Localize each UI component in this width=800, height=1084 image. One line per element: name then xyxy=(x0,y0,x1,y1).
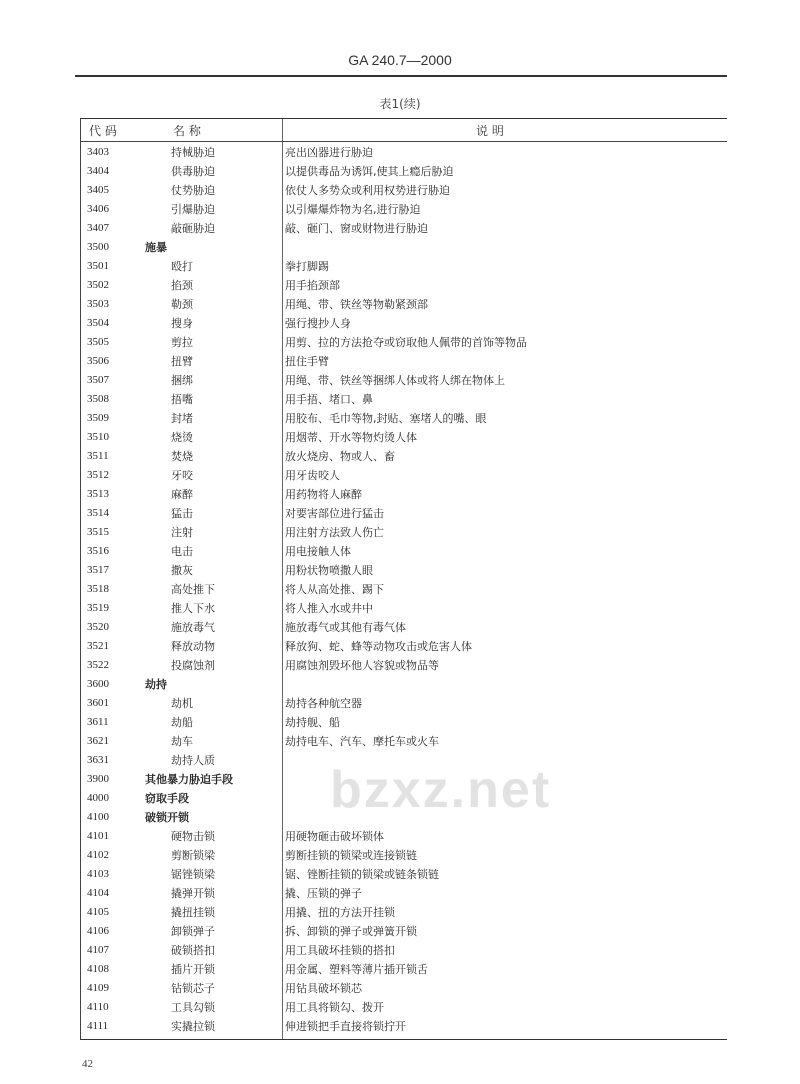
row-name: 钻锁芯子 xyxy=(171,982,215,995)
row-description: 用胶布、毛巾等物,封贴、塞堵人的嘴、眼 xyxy=(285,412,487,425)
table-row xyxy=(81,466,727,485)
row-name: 勒颈 xyxy=(171,298,193,311)
row-description: 扭住手臂 xyxy=(285,355,329,368)
row-name: 劫持 xyxy=(145,678,167,691)
row-code: 3600 xyxy=(87,678,109,690)
row-code: 3506 xyxy=(87,355,109,367)
row-description: 用电接触人体 xyxy=(285,545,351,558)
row-description: 用金属、塑料等薄片插开锁舌 xyxy=(285,963,428,976)
row-code: 3611 xyxy=(87,716,109,728)
table-row xyxy=(81,447,727,466)
row-code: 3501 xyxy=(87,260,109,272)
table-row xyxy=(81,846,727,865)
row-name: 施放毒气 xyxy=(171,621,215,634)
row-name: 封堵 xyxy=(171,412,193,425)
table-row xyxy=(81,390,727,409)
table-row xyxy=(81,181,727,200)
row-code: 4100 xyxy=(87,811,109,823)
row-description: 撬、压锁的弹子 xyxy=(285,887,362,900)
row-code: 3510 xyxy=(87,431,109,443)
row-code: 3513 xyxy=(87,488,109,500)
table-row xyxy=(81,827,727,846)
row-description: 用手捂、堵口、鼻 xyxy=(285,393,373,406)
row-name: 电击 xyxy=(171,545,193,558)
row-description: 拳打脚踢 xyxy=(285,260,329,273)
row-description: 用剪、拉的方法抢夺或窃取他人佩带的首饰等物品 xyxy=(285,336,527,349)
row-description: 劫持舰、船 xyxy=(285,716,340,729)
row-code: 3518 xyxy=(87,583,109,595)
row-name: 剪拉 xyxy=(171,336,193,349)
row-description: 剪断挂锁的锁梁或连接锁链 xyxy=(285,849,417,862)
row-name: 撒灰 xyxy=(171,564,193,577)
row-description: 用工具破坏挂锁的搭扣 xyxy=(285,944,395,957)
row-code: 3520 xyxy=(87,621,109,633)
row-name: 硬物击锁 xyxy=(171,830,215,843)
row-code: 3509 xyxy=(87,412,109,424)
row-description: 用钻具破坏锁芯 xyxy=(285,982,362,995)
table-caption: 表1(续) xyxy=(379,97,421,111)
row-description: 劫持电车、汽车、摩托车或火车 xyxy=(285,735,439,748)
table-row xyxy=(81,903,727,922)
row-description: 用药物将人麻醉 xyxy=(285,488,362,501)
row-description: 用腐蚀剂毁坏他人容貌或物品等 xyxy=(285,659,439,672)
table-row xyxy=(81,713,727,732)
row-description: 用撬、扭的方法开挂锁 xyxy=(285,906,395,919)
row-code: 3516 xyxy=(87,545,109,557)
row-description: 放火烧房、物或人、畜 xyxy=(285,450,395,463)
row-name: 劫机 xyxy=(171,697,193,710)
row-name: 卸锁弹子 xyxy=(171,925,215,938)
table-row xyxy=(81,542,727,561)
row-description: 用烟蒂、开水等物灼烫人体 xyxy=(285,431,417,444)
table-row xyxy=(81,162,727,181)
row-name: 锯锉锁梁 xyxy=(171,868,215,881)
code-table xyxy=(80,118,727,1040)
row-code: 4108 xyxy=(87,963,109,975)
row-description: 劫持各种航空器 xyxy=(285,697,362,710)
row-code: 3406 xyxy=(87,203,109,215)
row-code: 3514 xyxy=(87,507,109,519)
table-row xyxy=(81,865,727,884)
row-name: 捆绑 xyxy=(171,374,193,387)
table-row xyxy=(81,922,727,941)
table-row xyxy=(81,694,727,713)
row-code: 3403 xyxy=(87,146,109,158)
row-code: 4110 xyxy=(87,1001,109,1013)
row-code: 4105 xyxy=(87,906,109,918)
table-row xyxy=(81,504,727,523)
row-code: 3631 xyxy=(87,754,109,766)
row-name: 劫车 xyxy=(171,735,193,748)
row-code: 3502 xyxy=(87,279,109,291)
row-name: 破锁搭扣 xyxy=(171,944,215,957)
header-rule xyxy=(75,75,727,77)
row-description: 对要害部位进行猛击 xyxy=(285,507,384,520)
row-code: 4103 xyxy=(87,868,109,880)
row-description: 用硬物砸击破坏锁体 xyxy=(285,830,384,843)
table-row xyxy=(81,200,727,219)
row-name: 敲砸胁迫 xyxy=(171,222,215,235)
row-code: 4106 xyxy=(87,925,109,937)
row-description: 用注射方法致人伤亡 xyxy=(285,526,384,539)
row-description: 以引爆爆炸物为名,进行胁迫 xyxy=(285,203,421,216)
row-description: 将人从高处推、踢下 xyxy=(285,583,384,596)
table-row xyxy=(81,428,727,447)
row-name: 供毒胁迫 xyxy=(171,165,215,178)
row-code: 3517 xyxy=(87,564,109,576)
row-name: 高处推下 xyxy=(171,583,215,596)
row-name: 劫船 xyxy=(171,716,193,729)
row-description: 敲、砸门、窗或财物进行胁迫 xyxy=(285,222,428,235)
table-row xyxy=(81,409,727,428)
row-description: 以提供毒品为诱饵,使其上瘾后胁迫 xyxy=(285,165,454,178)
row-name: 殴打 xyxy=(171,260,193,273)
row-code: 3507 xyxy=(87,374,109,386)
row-description: 亮出凶器进行胁迫 xyxy=(285,146,373,159)
row-name: 撬扭挂锁 xyxy=(171,906,215,919)
row-code: 3405 xyxy=(87,184,109,196)
row-name: 劫持人质 xyxy=(171,754,215,767)
row-name: 捂嘴 xyxy=(171,393,193,406)
row-code: 3505 xyxy=(87,336,109,348)
table-row xyxy=(81,998,727,1017)
row-name: 仗势胁迫 xyxy=(171,184,215,197)
row-code: 3601 xyxy=(87,697,109,709)
row-description: 施放毒气或其他有毒气体 xyxy=(285,621,406,634)
page-number: 42 xyxy=(82,1058,93,1070)
row-name: 破锁开锁 xyxy=(145,811,189,824)
table-row xyxy=(81,1017,727,1036)
table-row xyxy=(81,941,727,960)
table-row xyxy=(81,884,727,903)
row-name: 推人下水 xyxy=(171,602,215,615)
row-code: 4102 xyxy=(87,849,109,861)
column-header-description: 说 明 xyxy=(476,124,504,138)
row-name: 撬弹开锁 xyxy=(171,887,215,900)
table-row xyxy=(81,580,727,599)
table-row xyxy=(81,295,727,314)
row-code: 3512 xyxy=(87,469,109,481)
row-code: 3404 xyxy=(87,165,109,177)
row-name: 搜身 xyxy=(171,317,193,330)
table-row xyxy=(81,960,727,979)
row-name: 实撬拉锁 xyxy=(171,1020,215,1033)
row-code: 3500 xyxy=(87,241,109,253)
table-row xyxy=(81,637,727,656)
row-name: 焚烧 xyxy=(171,450,193,463)
row-description: 锯、锉断挂锁的锁梁或链条锁链 xyxy=(285,868,439,881)
row-code: 3511 xyxy=(87,450,109,462)
row-name: 麻醉 xyxy=(171,488,193,501)
row-description: 用绳、带、铁丝等捆绑人体或将人绑在物体上 xyxy=(285,374,505,387)
row-name: 烧烫 xyxy=(171,431,193,444)
row-code: 4107 xyxy=(87,944,109,956)
row-name: 扭臂 xyxy=(171,355,193,368)
table-row xyxy=(81,276,727,295)
row-code: 3900 xyxy=(87,773,109,785)
table-row xyxy=(81,675,727,694)
row-code: 3508 xyxy=(87,393,109,405)
row-name: 牙咬 xyxy=(171,469,193,482)
table-row xyxy=(81,618,727,637)
column-header-code: 代 码 xyxy=(89,124,117,138)
row-code: 3521 xyxy=(87,640,109,652)
row-description: 用工具将锁勾、拨开 xyxy=(285,1001,384,1014)
row-name: 插片开锁 xyxy=(171,963,215,976)
row-code: 3515 xyxy=(87,526,109,538)
table-row xyxy=(81,979,727,998)
table-row xyxy=(81,314,727,333)
row-name: 引爆胁迫 xyxy=(171,203,215,216)
row-description: 用绳、带、铁丝等物勒紧颈部 xyxy=(285,298,428,311)
table-row xyxy=(81,352,727,371)
row-name: 其他暴力胁迫手段 xyxy=(145,773,233,786)
table-row xyxy=(81,143,727,162)
row-name: 释放动物 xyxy=(171,640,215,653)
row-code: 4109 xyxy=(87,982,109,994)
table-row xyxy=(81,732,727,751)
row-description: 用粉状物喷撒人眼 xyxy=(285,564,373,577)
table-row xyxy=(81,599,727,618)
row-description: 强行搜抄人身 xyxy=(285,317,351,330)
table-row xyxy=(81,656,727,675)
table-row xyxy=(81,219,727,238)
row-name: 投腐蚀剂 xyxy=(171,659,215,672)
row-description: 拆、卸锁的弹子或弹簧开锁 xyxy=(285,925,417,938)
row-name: 剪断锁梁 xyxy=(171,849,215,862)
row-description: 依仗人多势众或利用权势进行胁迫 xyxy=(285,184,450,197)
row-description: 将人推入水或井中 xyxy=(285,602,373,615)
row-code: 4101 xyxy=(87,830,109,842)
row-code: 3519 xyxy=(87,602,109,614)
row-description: 释放狗、蛇、蜂等动物攻击或危害人体 xyxy=(285,640,472,653)
row-code: 3407 xyxy=(87,222,109,234)
standard-number-header: GA 240.7—2000 xyxy=(348,52,452,68)
table-row xyxy=(81,371,727,390)
table-row xyxy=(81,561,727,580)
table-row xyxy=(81,485,727,504)
table-header xyxy=(81,119,727,142)
table-row xyxy=(81,257,727,276)
row-name: 猛击 xyxy=(171,507,193,520)
row-name: 施暴 xyxy=(145,241,167,254)
row-description: 用牙齿咬人 xyxy=(285,469,340,482)
table-row xyxy=(81,333,727,352)
row-code: 3522 xyxy=(87,659,109,671)
row-name: 窃取手段 xyxy=(145,792,189,805)
watermark: bzxz.net xyxy=(330,761,552,819)
row-name: 工具勾锁 xyxy=(171,1001,215,1014)
table-row xyxy=(81,238,727,257)
row-code: 4111 xyxy=(87,1020,109,1032)
row-code: 3621 xyxy=(87,735,109,747)
row-code: 3503 xyxy=(87,298,109,310)
row-name: 注射 xyxy=(171,526,193,539)
row-code: 4104 xyxy=(87,887,109,899)
row-code: 4000 xyxy=(87,792,109,804)
row-code: 3504 xyxy=(87,317,109,329)
row-description: 伸进锁把手直接将锁拧开 xyxy=(285,1020,406,1033)
row-description: 用手掐颈部 xyxy=(285,279,340,292)
row-name: 掐颈 xyxy=(171,279,193,292)
row-name: 持械胁迫 xyxy=(171,146,215,159)
table-row xyxy=(81,523,727,542)
column-header-name: 名 称 xyxy=(173,124,201,138)
